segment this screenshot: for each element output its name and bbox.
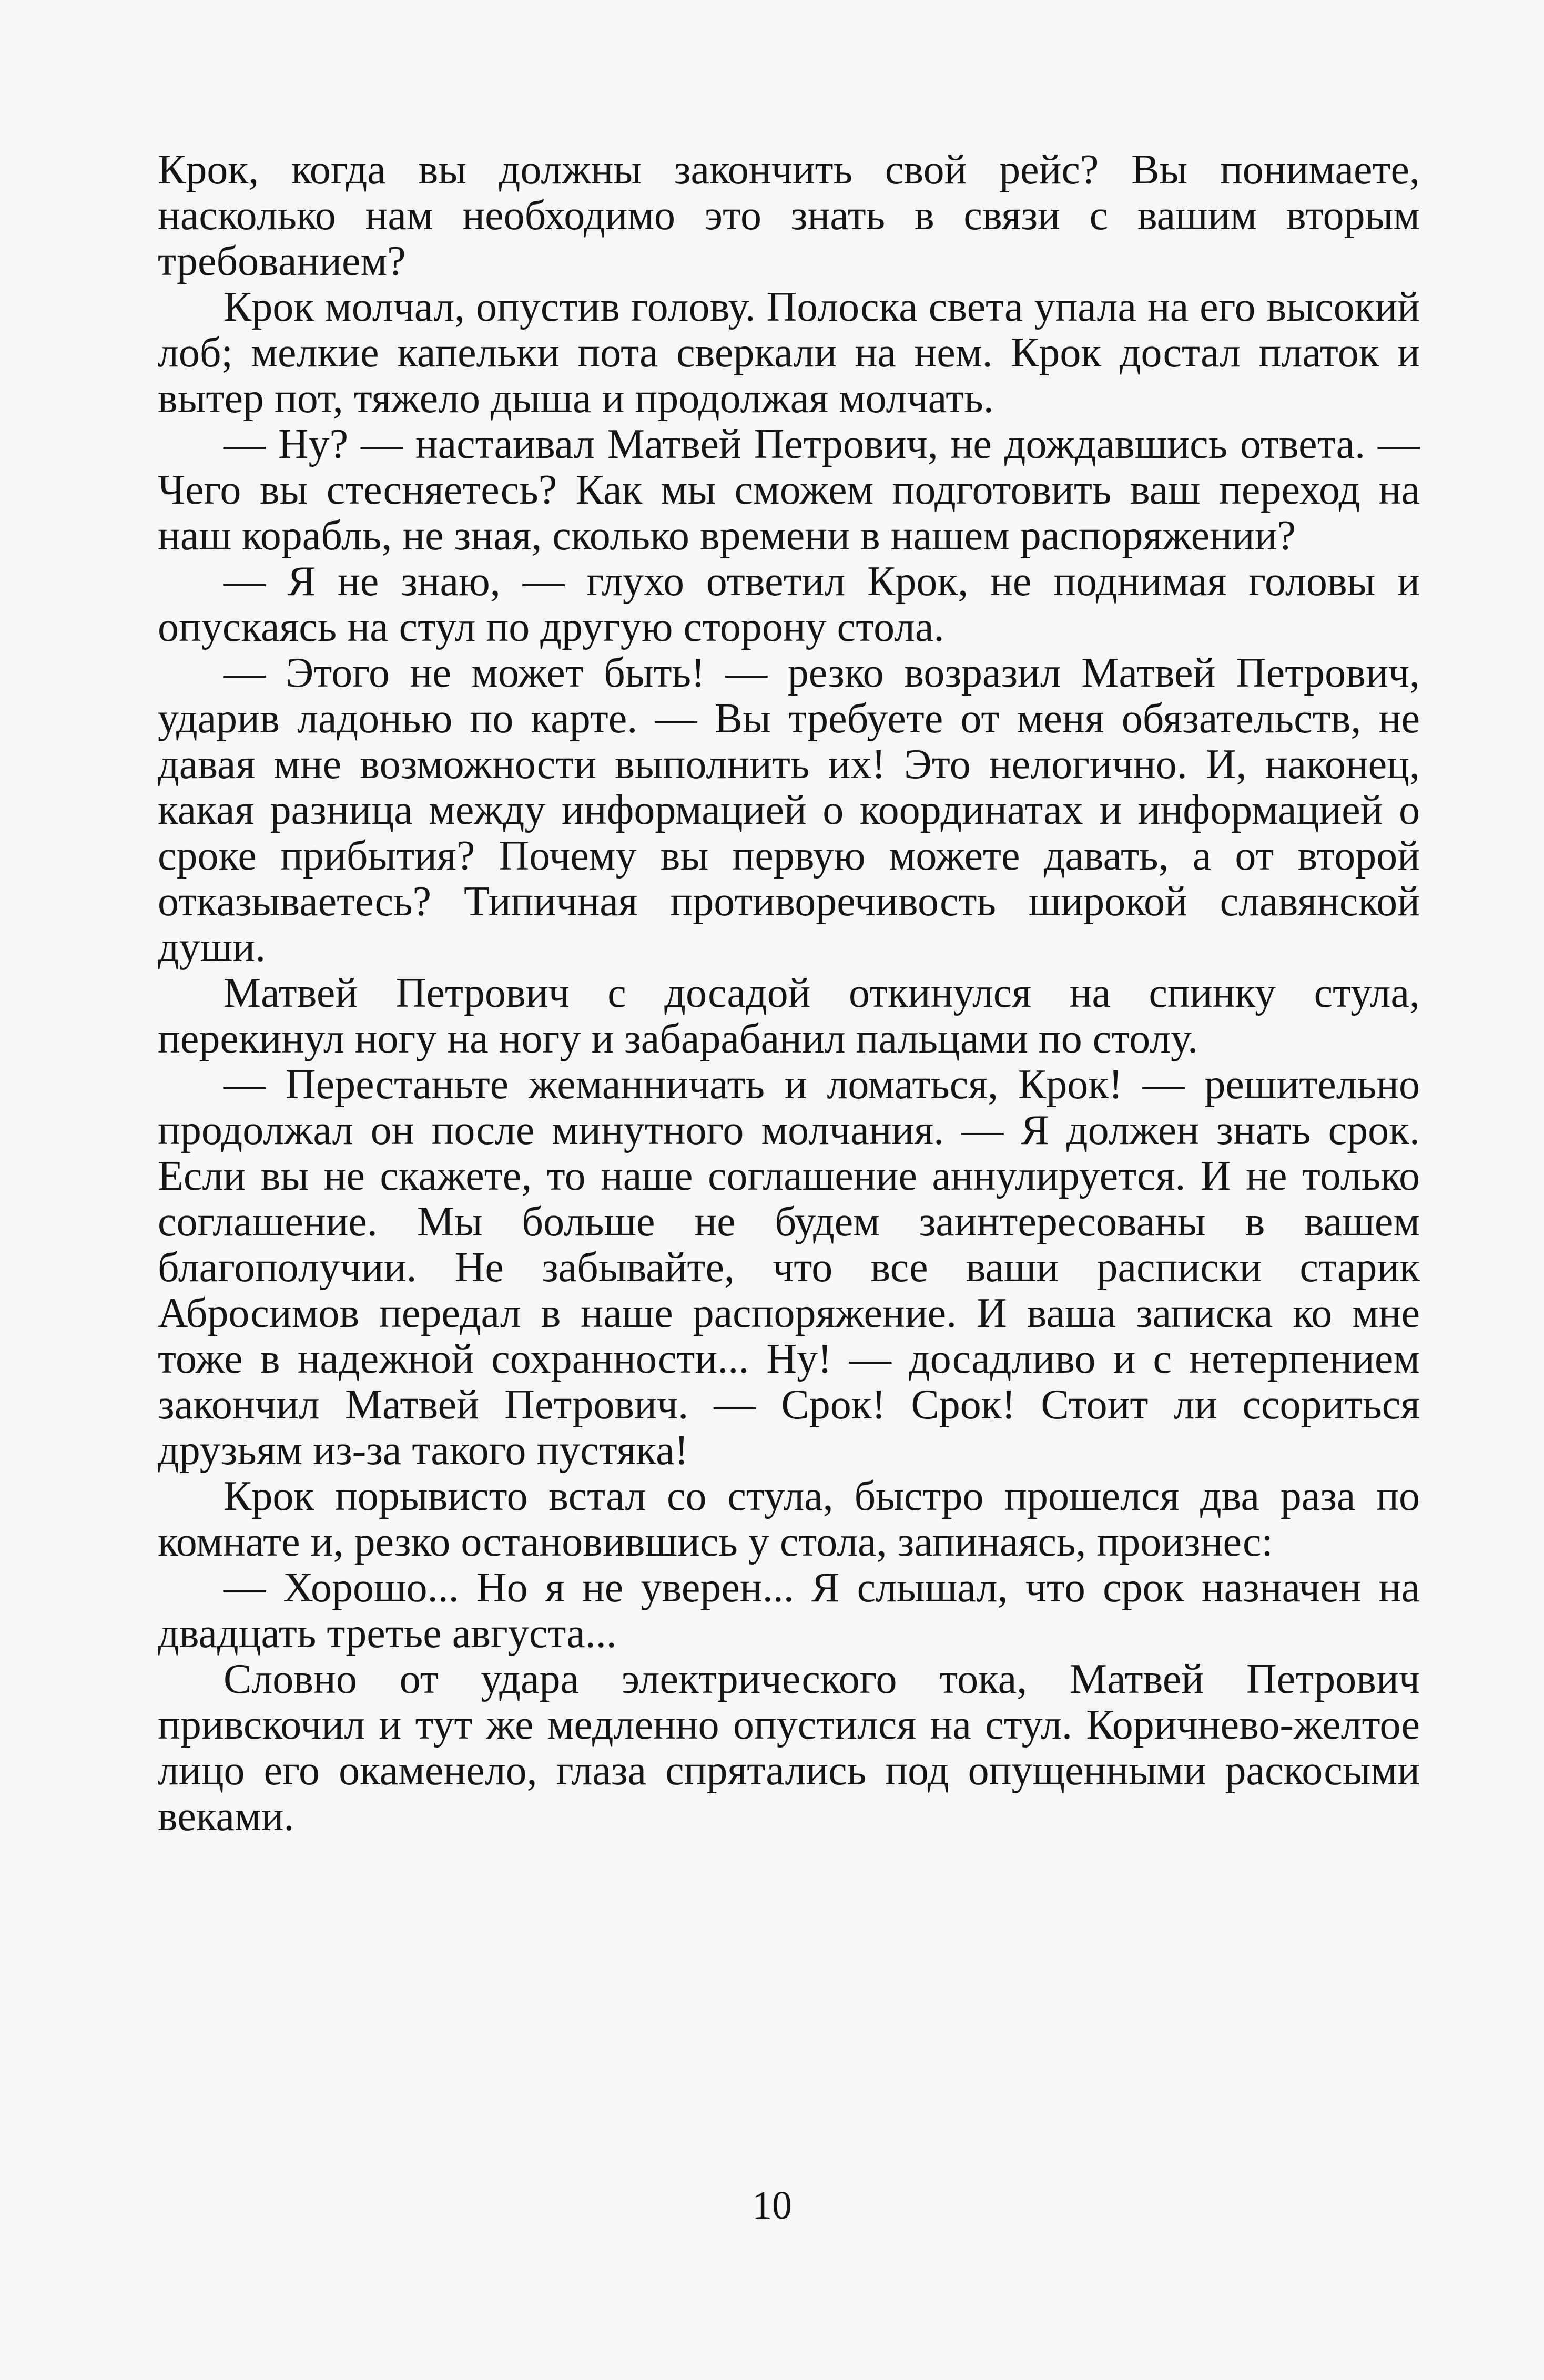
paragraph-4: — Я не знаю, — глухо ответил Крок, не поднимая головы и опускаясь на стул по другую сторону стола. bbox=[158, 558, 1420, 650]
paragraph-9: — Хорошо... Но я не уверен... Я слышал, что срок назначен на двадцать третье августа... bbox=[158, 1565, 1420, 1657]
page-number: 10 bbox=[752, 2183, 792, 2228]
paragraph-2: Крок молчал, опустив голову. Полоска света упала на его высокий лоб; мелкие капельки пота сверкали на нем. Крок достал платок и вытер пот, тяжело дыша и продолжая молчать. bbox=[158, 284, 1420, 422]
paragraph-8: Крок порывисто встал со стула, быстро прошелся два раза по комнате и, резко остановившись у стола, запинаясь, произнес: bbox=[158, 1473, 1420, 1565]
paragraph-3: — Ну? — настаивал Матвей Петрович, не дождавшись ответа. — Чего вы стесняетесь? Как мы сможем подготовить ваш переход на наш корабль, не зная, сколько времени в нашем распоряжении? bbox=[158, 421, 1420, 559]
page-body-text bbox=[158, 147, 1420, 1840]
paragraph-6: Матвей Петрович с досадой откинулся на спинку стула, перекинул ногу на ногу и забарабанил пальцами по столу. bbox=[158, 970, 1420, 1062]
paragraph-7: — Перестаньте жеманничать и ломаться, Крок! — решительно продолжал он после минутного молчания. — Я должен знать срок. Если вы не скажете, то наше соглашение аннулируется. И не только соглашение. Мы больше не будем заинтересованы в вашем благополучии. Не забывайте, что все ваши расписки старик Абросимов передал в наше распоряжение. И ваша записка ко мне тоже в надежной сохранности... Ну! — досадливо и с нетерпением закончил Матвей Петрович. — Срок! Срок! Стоит ли ссориться друзьям из-за такого пустяка! bbox=[158, 1061, 1420, 1474]
paragraph-5: — Этого не может быть! — резко возразил Матвей Петрович, ударив ладонью по карте. — Вы требуете от меня обязательств, не давая мне возможности выполнить их! Это нелогично. И, наконец, какая разница между информацией о координатах и информацией о сроке прибытия? Почему вы первую можете давать, а от второй отказываетесь? Типичная противоречивость широкой славянской души. bbox=[158, 650, 1420, 971]
paragraph-10: Словно от удара электрического тока, Матвей Петрович привскочил и тут же медленно опустился на стул. Коричнево-желтое лицо его окаменело, глаза спрятались под опущенными раскосыми веками. bbox=[158, 1656, 1420, 1840]
paragraph-1: Крок, когда вы должны закончить свой рейс? Вы понимаете, насколько нам необходимо это знать в связи с вашим вторым требованием? bbox=[158, 147, 1420, 284]
